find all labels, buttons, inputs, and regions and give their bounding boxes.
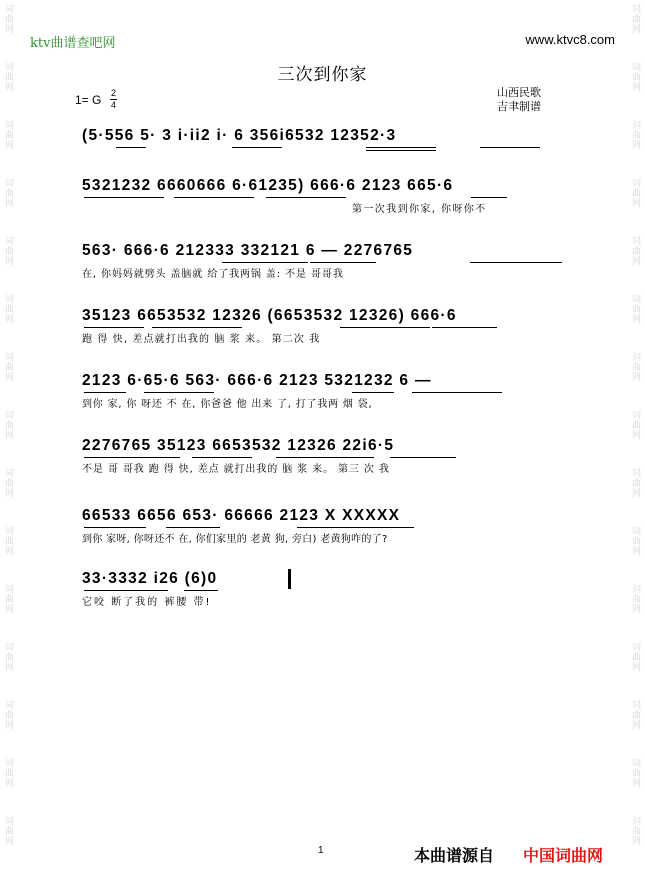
watermark-text: 词曲网 — [3, 4, 13, 34]
beam-line — [480, 147, 540, 148]
lyric-line: 到你 家, 你 呀还 不 在, 你爸爸 他 出来 了, 打了我两 烟 袋, — [82, 399, 373, 410]
watermark-text: 词曲网 — [3, 352, 13, 382]
beam-line — [116, 147, 146, 148]
beam-line — [84, 392, 126, 393]
lyric-line: 到你 家呀, 你呀还不 在, 你们家里的 老黄 狗, 旁白) 老黄狗咋的了? — [82, 534, 388, 545]
beam-line — [372, 527, 414, 528]
beam-line — [366, 147, 436, 148]
watermark-text: 词曲网 — [3, 178, 13, 208]
credit-arranger: 吉聿制谱 — [497, 100, 541, 113]
watermark-text: 词曲网 — [630, 4, 640, 34]
beam-line — [166, 527, 220, 528]
watermark-text: 词曲网 — [3, 700, 13, 730]
meter-bottom: 4 — [110, 100, 116, 110]
beam-line — [84, 197, 164, 198]
beam-line — [152, 327, 242, 328]
notation-line: 563· 666·6 212333 332121 6 — 2276765 — [82, 242, 414, 259]
watermark-text: 词曲网 — [630, 236, 640, 266]
beam-line — [366, 150, 436, 151]
watermark-text: 词曲网 — [3, 584, 13, 614]
watermark-text: 词曲网 — [630, 62, 640, 92]
watermark-text: 词曲网 — [630, 178, 640, 208]
beam-line — [340, 327, 430, 328]
notation-line: 66533 6656 653· 66666 2123 X XXXXX — [82, 507, 401, 524]
right-watermark-column — [627, 0, 645, 891]
final-barline — [288, 569, 291, 589]
notation-line: (5·556 5· 3 i·ii2 i· 6 356i6532 12352·3 — [82, 127, 397, 144]
beam-line — [222, 262, 308, 263]
source-label: 本曲谱源自 — [414, 846, 495, 865]
site-name-left: ktv曲谱查吧网 — [30, 36, 116, 51]
lyric-line: 在, 你妈妈就劈头 盖脑就 给了我两锅 盖: 不是 哥哥我 — [82, 269, 344, 280]
watermark-text: 词曲网 — [630, 758, 640, 788]
beam-line — [232, 147, 282, 148]
beam-line — [470, 262, 562, 263]
watermark-text: 词曲网 — [3, 642, 13, 672]
watermark-text: 词曲网 — [3, 62, 13, 92]
watermark-text: 词曲网 — [630, 816, 640, 846]
watermark-text: 词曲网 — [3, 294, 13, 324]
beam-line — [276, 457, 374, 458]
beam-line — [432, 327, 497, 328]
beam-line — [174, 197, 254, 198]
watermark-text: 词曲网 — [630, 410, 640, 440]
beam-line — [84, 457, 180, 458]
lyric-line: 第一次我到你家, 你呀你不 — [352, 204, 487, 215]
time-signature — [110, 89, 117, 110]
source-site-name: 中国词曲网 — [523, 846, 604, 865]
notation-line: 2276765 35123 6653532 12326 22i6·5 — [82, 437, 395, 454]
credit-origin: 山西民歌 — [497, 86, 541, 99]
left-watermark-column — [0, 0, 18, 891]
beam-line — [412, 392, 502, 393]
beam-line — [144, 392, 214, 393]
lyric-line: 跑 得 快, 差点就打出我的 脑 浆 来。 第二次 我 — [82, 334, 321, 345]
watermark-text: 词曲网 — [630, 642, 640, 672]
notation-line: 33·3332 i26 (6)0 — [82, 570, 218, 587]
lyric-line — [82, 153, 572, 167]
beam-line — [84, 327, 144, 328]
beam-line — [310, 262, 376, 263]
key-signature: 1= G — [75, 93, 102, 107]
watermark-text: 词曲网 — [630, 700, 640, 730]
watermark-text: 词曲网 — [630, 352, 640, 382]
song-title: 三次到你家 — [277, 65, 368, 85]
watermark-text: 词曲网 — [630, 294, 640, 324]
beam-line — [84, 527, 146, 528]
beam-line — [184, 590, 218, 591]
watermark-text: 词曲网 — [630, 584, 640, 614]
watermark-text: 词曲网 — [3, 758, 13, 788]
meter-top: 2 — [110, 88, 116, 98]
notation-line: 35123 6653532 12326 (6653532 12326) 666·6 — [82, 307, 457, 324]
beam-line — [471, 197, 507, 198]
beam-line — [192, 457, 252, 458]
beam-line — [266, 197, 346, 198]
watermark-text: 词曲网 — [3, 120, 13, 150]
lyric-line: 不是 哥 哥我 跑 得 快, 差点 就打出我的 脑 浆 来。 第三 次 我 — [82, 464, 390, 475]
beam-line — [352, 392, 394, 393]
watermark-text: 词曲网 — [3, 468, 13, 498]
notation-line: 2123 6·65·6 563· 666·6 2123 5321232 6 — — [82, 372, 432, 389]
watermark-text: 词曲网 — [3, 410, 13, 440]
beam-line — [297, 527, 373, 528]
page-number: 1 — [318, 845, 324, 856]
watermark-text: 词曲网 — [630, 468, 640, 498]
watermark-text: 词曲网 — [3, 236, 13, 266]
notation-line: 5321232 6660666 6·61235) 666·6 2123 665·6 — [82, 177, 454, 194]
beam-line — [390, 457, 456, 458]
watermark-text: 词曲网 — [630, 120, 640, 150]
watermark-text: 词曲网 — [3, 526, 13, 556]
watermark-text: 词曲网 — [3, 816, 13, 846]
watermark-text: 词曲网 — [630, 526, 640, 556]
beam-line — [84, 590, 168, 591]
site-url-right: www.ktvc8.com — [525, 32, 615, 47]
lyric-line: 它咬 断了我的 裤腰 带! — [82, 597, 212, 608]
